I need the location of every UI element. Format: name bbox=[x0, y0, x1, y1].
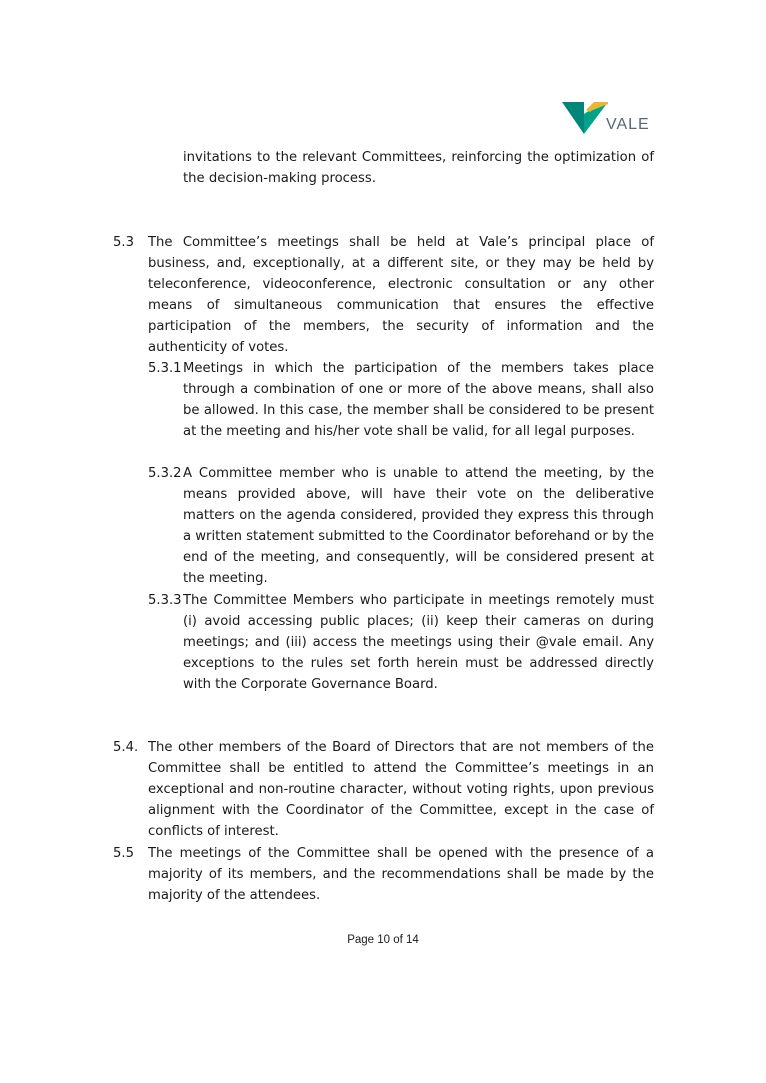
section-5-3-1 bbox=[148, 358, 654, 442]
section-5-3 bbox=[148, 232, 654, 358]
section-number-5-5: 5.5 bbox=[113, 846, 134, 861]
section-5-3-1-text: Meetings in which the participation of the members takes place through a combination of one or more of the above means, shall also be allowed. In this case, the member shall be considered to be present at the meeting and his/her vote shall be valid, for all legal purposes. bbox=[183, 361, 654, 439]
section-number-5-3: 5.3 bbox=[113, 235, 134, 250]
continuation-text: invitations to the relevant Committees, reinforcing the optimization of the decision-making process. bbox=[183, 150, 654, 186]
section-number-5-3-1: 5.3.1 bbox=[148, 361, 182, 376]
section-5-5 bbox=[148, 843, 654, 906]
vale-logo bbox=[562, 100, 662, 140]
section-number-5-4: 5.4. bbox=[113, 740, 139, 755]
section-5-4-text: The other members of the Board of Directors that are not members of the Committee shall be entitled to attend the Committee’s meetings in an exceptional and non-routine character, without voting rights, upon previous alignment with the Coordinator of the Committee, except in the case of conflicts of interest. bbox=[148, 740, 654, 839]
section-5-3-2 bbox=[148, 463, 654, 589]
section-5-3-text: The Committee’s meetings shall be held at Vale’s principal place of business, and, exceptionally, at a different site, or they may be held by teleconference, videoconference, electronic consultation or any other means of simultaneous communication that ensures the effective participation of the members, the security of information and the authenticity of votes. bbox=[148, 235, 654, 355]
section-5-3-3 bbox=[148, 590, 654, 695]
section-5-3-2-text: A Committee member who is unable to attend the meeting, by the means provided above, will have their vote on the deliberative matters on the agenda considered, provided they express this through a written statement submitted to the Coordinator beforehand or by the end of the meeting, and consequently, will be considered present at the meeting. bbox=[183, 466, 654, 586]
vale-logo-text: VALE bbox=[606, 116, 650, 133]
page-number: Page 10 of 14 bbox=[347, 934, 419, 946]
section-5-3-3-text: The Committee Members who participate in meetings remotely must (i) avoid accessing public places; (ii) keep their cameras on during meetings; and (iii) access the meetings using their @vale email. Any exceptions to the rules set forth herein must be addressed directly with the Corporate Governance Board. bbox=[183, 593, 654, 692]
section-5-5-text: The meetings of the Committee shall be opened with the presence of a majority of its members, and the recommendations shall be made by the majority of the attendees. bbox=[148, 846, 654, 903]
section-5-4 bbox=[148, 737, 654, 842]
section-number-5-3-2: 5.3.2 bbox=[148, 466, 182, 481]
vale-logo-mark bbox=[562, 100, 608, 140]
section-number-5-3-3: 5.3.3 bbox=[148, 593, 182, 608]
continuation-paragraph bbox=[183, 147, 654, 189]
